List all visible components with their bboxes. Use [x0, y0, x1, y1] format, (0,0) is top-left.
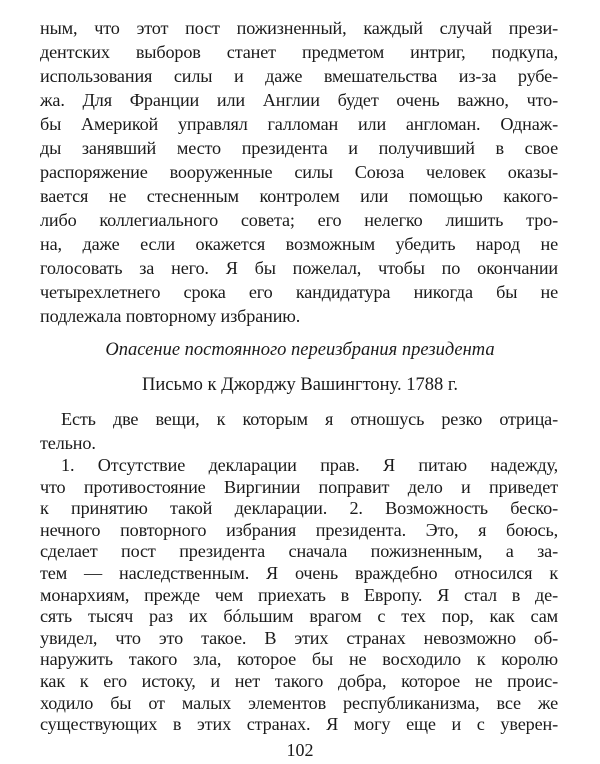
text-line: распоряжение вооруженные силы Союза человек оказы- [40, 162, 558, 182]
text-line: существующих в этих странах. Я могу еще и с уверен- [40, 714, 558, 735]
text-line: как к его истоку, и нет такого добра, которое не проис- [40, 671, 558, 691]
text-line: сделает пост президента сначала пожизненным, а за- [40, 541, 558, 562]
text-line: ходило бы от малых элементов республиканизма, все же [40, 692, 558, 713]
text-line: увидел, что это такое. В этих странах невозможно об- [40, 627, 558, 648]
text-line: тем — наследственным. Я очень враждебно относился к [40, 563, 558, 583]
text-line: к принятию такой декларации. 2. Возможность беско- [40, 498, 558, 519]
text-line: сять тысяч раз их бóльшим врагом с тех пор, как сам [40, 606, 558, 627]
text-line: ды занявший место президента и получивший в свое [40, 138, 558, 158]
text-line: Есть две вещи, к которым я отношусь резко отрица- [61, 409, 558, 429]
section-title: Опасение постоянного переизбрания президента [105, 340, 495, 360]
text-line: подлежала повторному избранию. [40, 306, 301, 326]
text-line: голосовать за него. Я бы пожелал, чтобы по окончании [40, 258, 558, 278]
text-line: бы Америкой управлял галломан или англоман. Однаж- [40, 114, 558, 134]
text-line: четырехлетнего срока его кандидатура никогда бы не [40, 282, 558, 302]
text-line: что противостояние Виргинии поправит дело и приведет [40, 476, 558, 497]
text-line: наружить такого зла, которое бы не восходило к королю [40, 649, 558, 670]
text-line: на, даже если окажется возможным убедить народ не [40, 234, 558, 254]
text-line: ным, что этот пост пожизненный, каждый случай прези- [40, 18, 558, 38]
letter-title: Письмо к Джорджу Вашингтону. 1788 г. [142, 375, 458, 395]
text-line: дентских выборов станет предметом интриг, подкупа, [40, 42, 558, 62]
page-number: 102 [286, 740, 314, 760]
text-line: монархиям, прежде чем приехать в Европу. Я стал в де- [40, 584, 558, 605]
text-line: вается не стесненным контролем или помощью какого- [40, 186, 558, 206]
text-line: нечного повторного избрания президента. Это, я боюсь, [40, 519, 558, 540]
text-line: 1. Отсутствие декларации прав. Я питаю надежду, [61, 455, 558, 475]
text-line: тельно. [40, 433, 96, 453]
text-line: использования силы и даже вмешательства из-за рубе- [40, 66, 558, 86]
text-line: либо коллегиального совета; его нелегко лишить тро- [40, 210, 558, 230]
text-line: жа. Для Франции или Англии будет очень важно, что- [40, 90, 558, 110]
